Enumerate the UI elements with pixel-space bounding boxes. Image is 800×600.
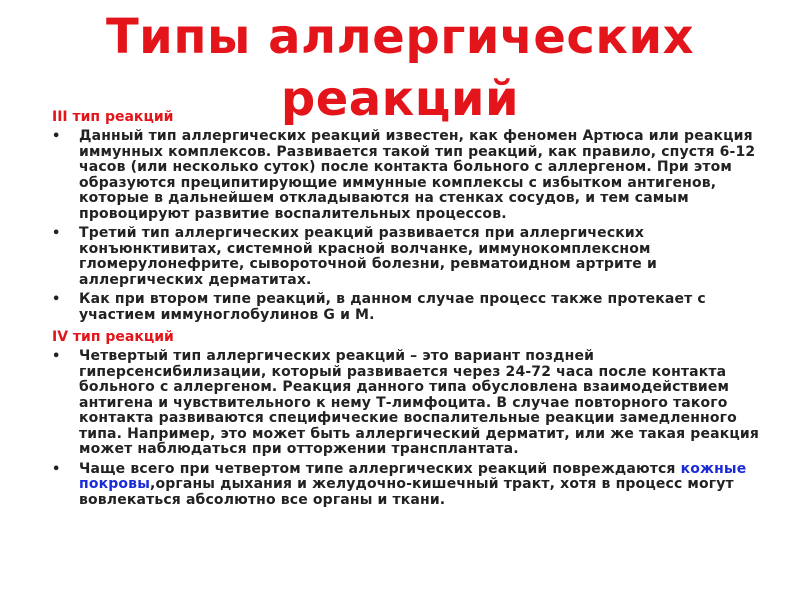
- list-item: [52, 349, 764, 458]
- bullet-icon: •: [52, 129, 61, 144]
- list-item: [52, 129, 764, 222]
- bullet-icon: •: [52, 226, 61, 241]
- list-item: [52, 226, 764, 288]
- bullet-text: Как при втором типе реакций, в данном случае процесс также протекает с участием иммуноглобулинов G и M.: [79, 291, 706, 323]
- slide-title: Типы аллергических реакций: [105, 9, 695, 127]
- bullet-text: Данный тип аллергических реакций известен, как феномен Артюса или реакция иммунных комплексов. Развивается такой тип реакций, как правило, спустя 6-12 часов (или несколько суток) после контакта больного с аллергеном. При этом образуются преципитирующие иммунные комплексы с избытком антигенов, которые в дальнейшем откладываются на стенках сосудов, и тем самым провоцируют развитие воспалительных процессов.: [79, 128, 756, 222]
- section-heading-type-4: IV тип реакций: [52, 329, 174, 345]
- list-item: [52, 462, 764, 509]
- bullet-icon: •: [52, 292, 61, 307]
- skin-link[interactable]: кожные покровы: [79, 460, 747, 492]
- bullet-text: Четвертый тип аллергических реакций – это вариант поздней гиперсенсибилизации, который развивается через 24-72 часа после контакта больного с аллергеном. Реакция данного типа обусловлена взаимодействием антигена и чувствительного к нему Т-лимфоцита. В случае повторного такого контакта развиваются специфические воспалительные реакции замедленного типа. Например, это может быть аллергический дерматит, или же такая реакция может наблюдаться при отторжении трансплантата.: [79, 348, 759, 457]
- bullet-text-after-link: ,органы дыхания и желудочно-кишечный тракт, хотя в процесс могут вовлекаться абсолютно все органы и ткани.: [79, 476, 734, 508]
- bullet-icon: •: [52, 461, 61, 477]
- bullet-text: Третий тип аллергических реакций развивается при аллергических конъюнктивитах, системной красной волчанке, иммунокомплексном гломерулонефрите, сывороточной болезни, ревматоидном артрите и аллергических дерматитах.: [79, 225, 657, 288]
- bullet-text-before-link: Чаще всего при четвертом типе аллергических реакций повреждаются: [79, 460, 681, 477]
- list-item: [52, 292, 764, 323]
- bullet-list-type-4: [52, 349, 764, 508]
- slide-content: [52, 109, 764, 512]
- bullet-list-type-3: [52, 129, 764, 323]
- section-heading-type-3: III тип реакций: [52, 109, 174, 125]
- bullet-icon: •: [52, 349, 61, 364]
